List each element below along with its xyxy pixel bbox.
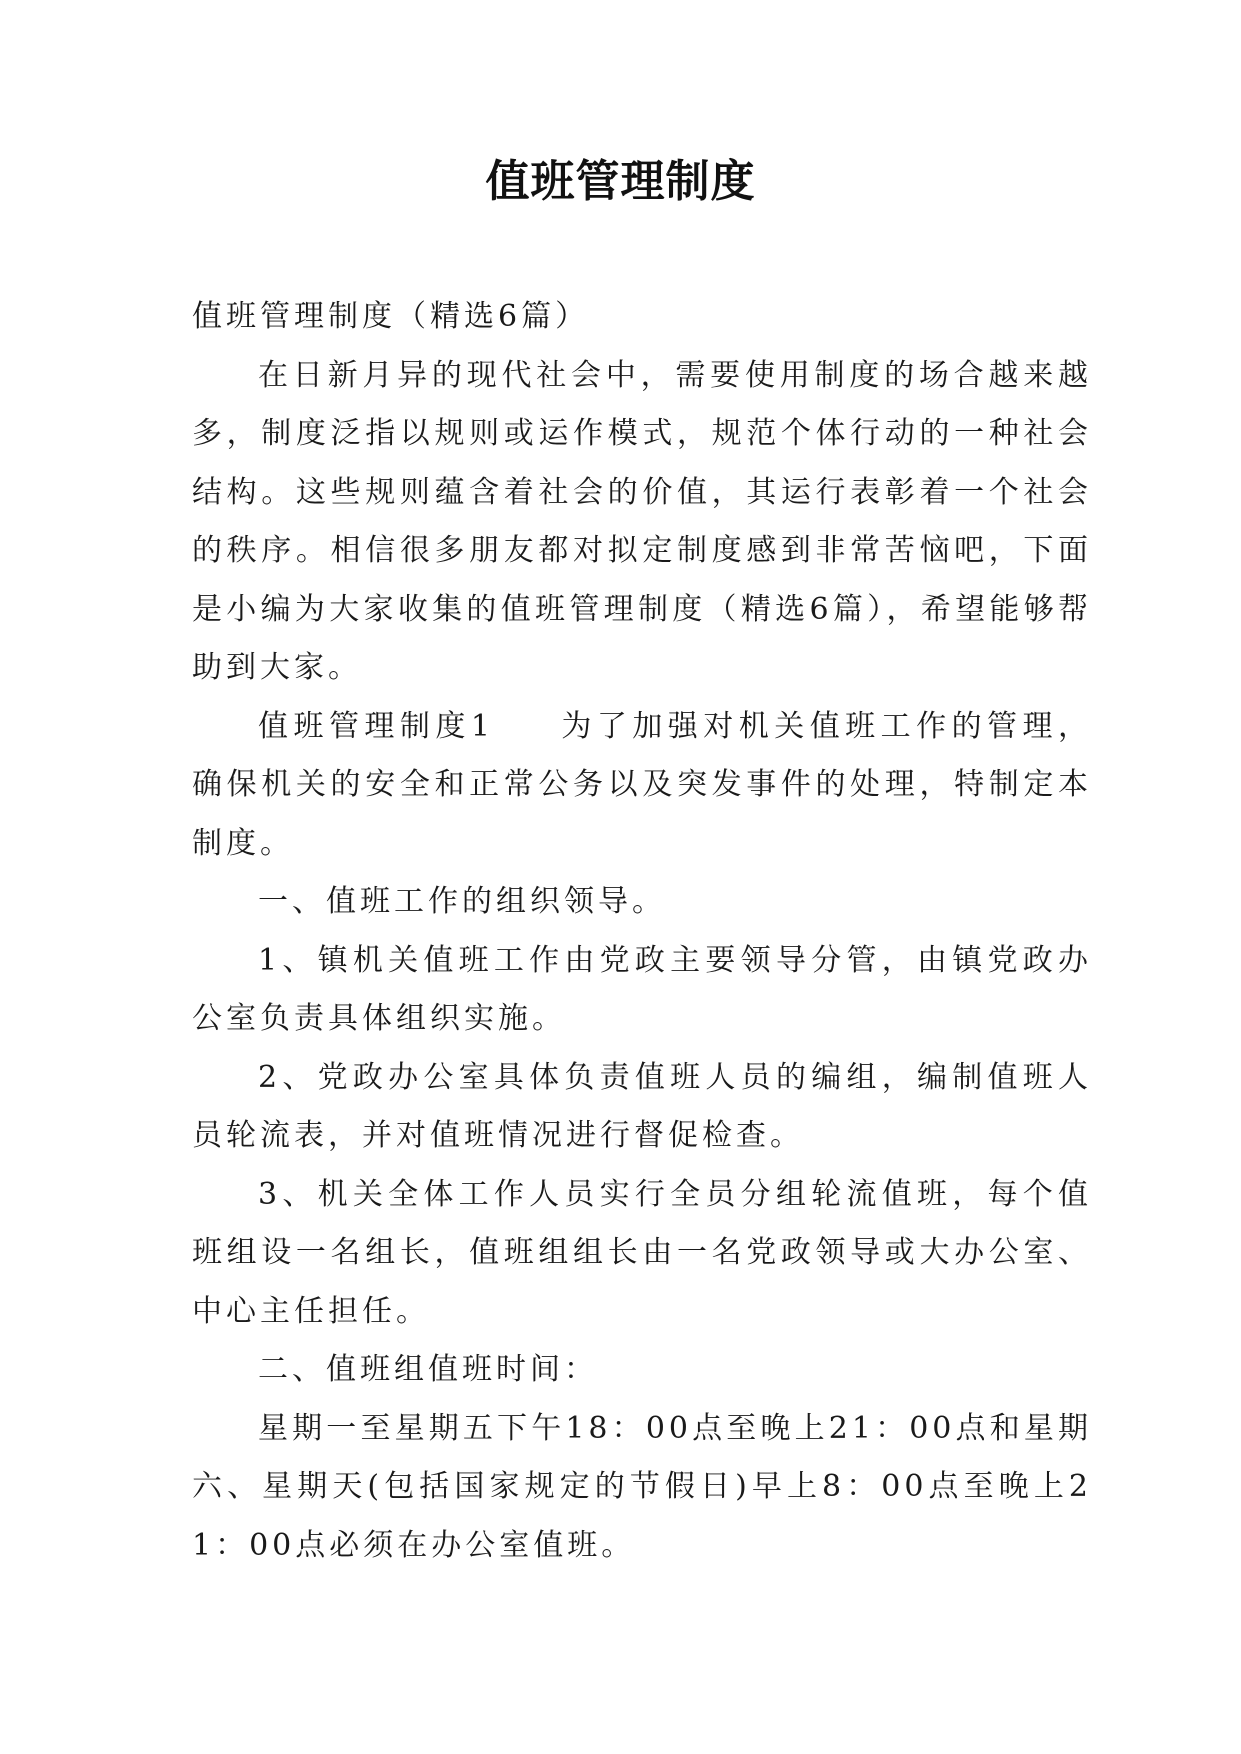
document-subtitle: 值班管理制度（精选6篇） [192,299,590,334]
list-item-1: 1、镇机关值班工作由党政主要领导分管，由镇党政办公室负责具体组织实施。 [192,942,1092,1036]
schedule-paragraph: 星期一至星期五下午18：00点至晚上21：00点和星期六、星期天(包括国家规定的节假日)早上8：00点至晚上21：00点必须在办公室值班。 [192,1410,1092,1563]
section1-paragraph [192,698,1092,874]
section1-text: 为了加强对机关值班工作的管理，确保机关的安全和正常公务以及突发事件的处理，特制定本制度。 [192,708,1092,861]
list-item-3: 3、机关全体工作人员实行全员分组轮流值班，每个值班组设一名组长，值班组组长由一名党政领导或大办公室、中心主任担任。 [192,1176,1092,1329]
section1-label: 值班管理制度1 [258,708,494,744]
list-item-2: 2、党政办公室具体负责值班人员的编组，编制值班人员轮流表，并对值班情况进行督促检查。 [192,1059,1092,1153]
document-body [192,288,1092,1575]
intro-paragraph: 在日新月异的现代社会中，需要使用制度的场合越来越多，制度泛指以规则或运作模式，规范个体行动的一种社会结构。这些规则蕴含着社会的价值，其运行表彰着一个社会的秩序。相信很多朋友都对拟定制度感到非常苦恼吧，下面是小编为大家收集的值班管理制度（精选6篇），希望能够帮助到大家。 [192,357,1092,685]
document-title: 值班管理制度 [485,156,756,207]
heading-organization: 一、值班工作的组织领导。 [258,884,666,919]
heading-duty-time: 二、值班组值班时间： [258,1352,598,1387]
